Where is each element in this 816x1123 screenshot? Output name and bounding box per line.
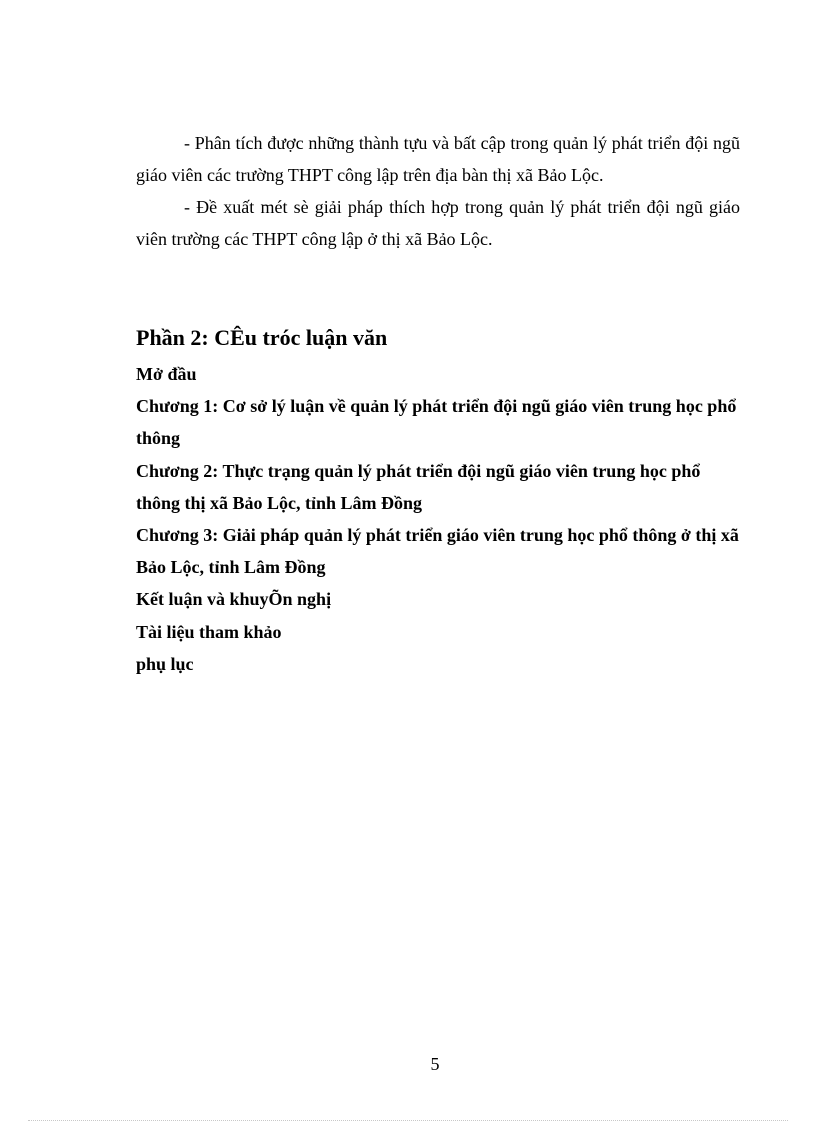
toc-item-chapter-1: Chương 1: Cơ sở lý luận về quản lý phát triển đội ngũ giáo viên trung học phổ thông [136, 396, 737, 449]
intro-paragraphs [136, 127, 740, 255]
thesis-structure-list [136, 358, 746, 680]
toc-item-chapter-3: Chương 3: Giải pháp quản lý phát triển giáo viên trung học phổ thông ở thị xã Bảo Lộc, tỉnh Lâm Đồng [136, 525, 739, 578]
toc-item-introduction: Mở đầu [136, 364, 197, 384]
paragraph-achievements: - Phân tích được những thành tựu và bất cập trong quản lý phát triển đội ngũ giáo viên các trường THPT công lập trên địa bàn thị xã Bảo Lộc. [136, 133, 740, 185]
toc-item-chapter-2: Chương 2: Thực trạng quản lý phát triển đội ngũ giáo viên trung học phổ thông thị xã Bảo Lộc, tỉnh Lâm Đồng [136, 460, 701, 513]
page-number: 5 [430, 1054, 440, 1074]
toc-item-conclusion: Kết luận và khuyÕn nghị [136, 589, 332, 610]
page-bottom-rule [28, 1120, 788, 1121]
paragraph-proposals: - Đề xuất mét sè giải pháp thích hợp trong quản lý phát triển đội ngũ giáo viên trường các THPT công lập ở thị xã Bảo Lộc. [136, 197, 740, 249]
toc-item-appendix: phụ lục [136, 653, 194, 674]
section-heading: Phần 2: CÊu tróc luận văn [136, 325, 388, 350]
toc-item-references: Tài liệu tham khảo [136, 621, 282, 642]
